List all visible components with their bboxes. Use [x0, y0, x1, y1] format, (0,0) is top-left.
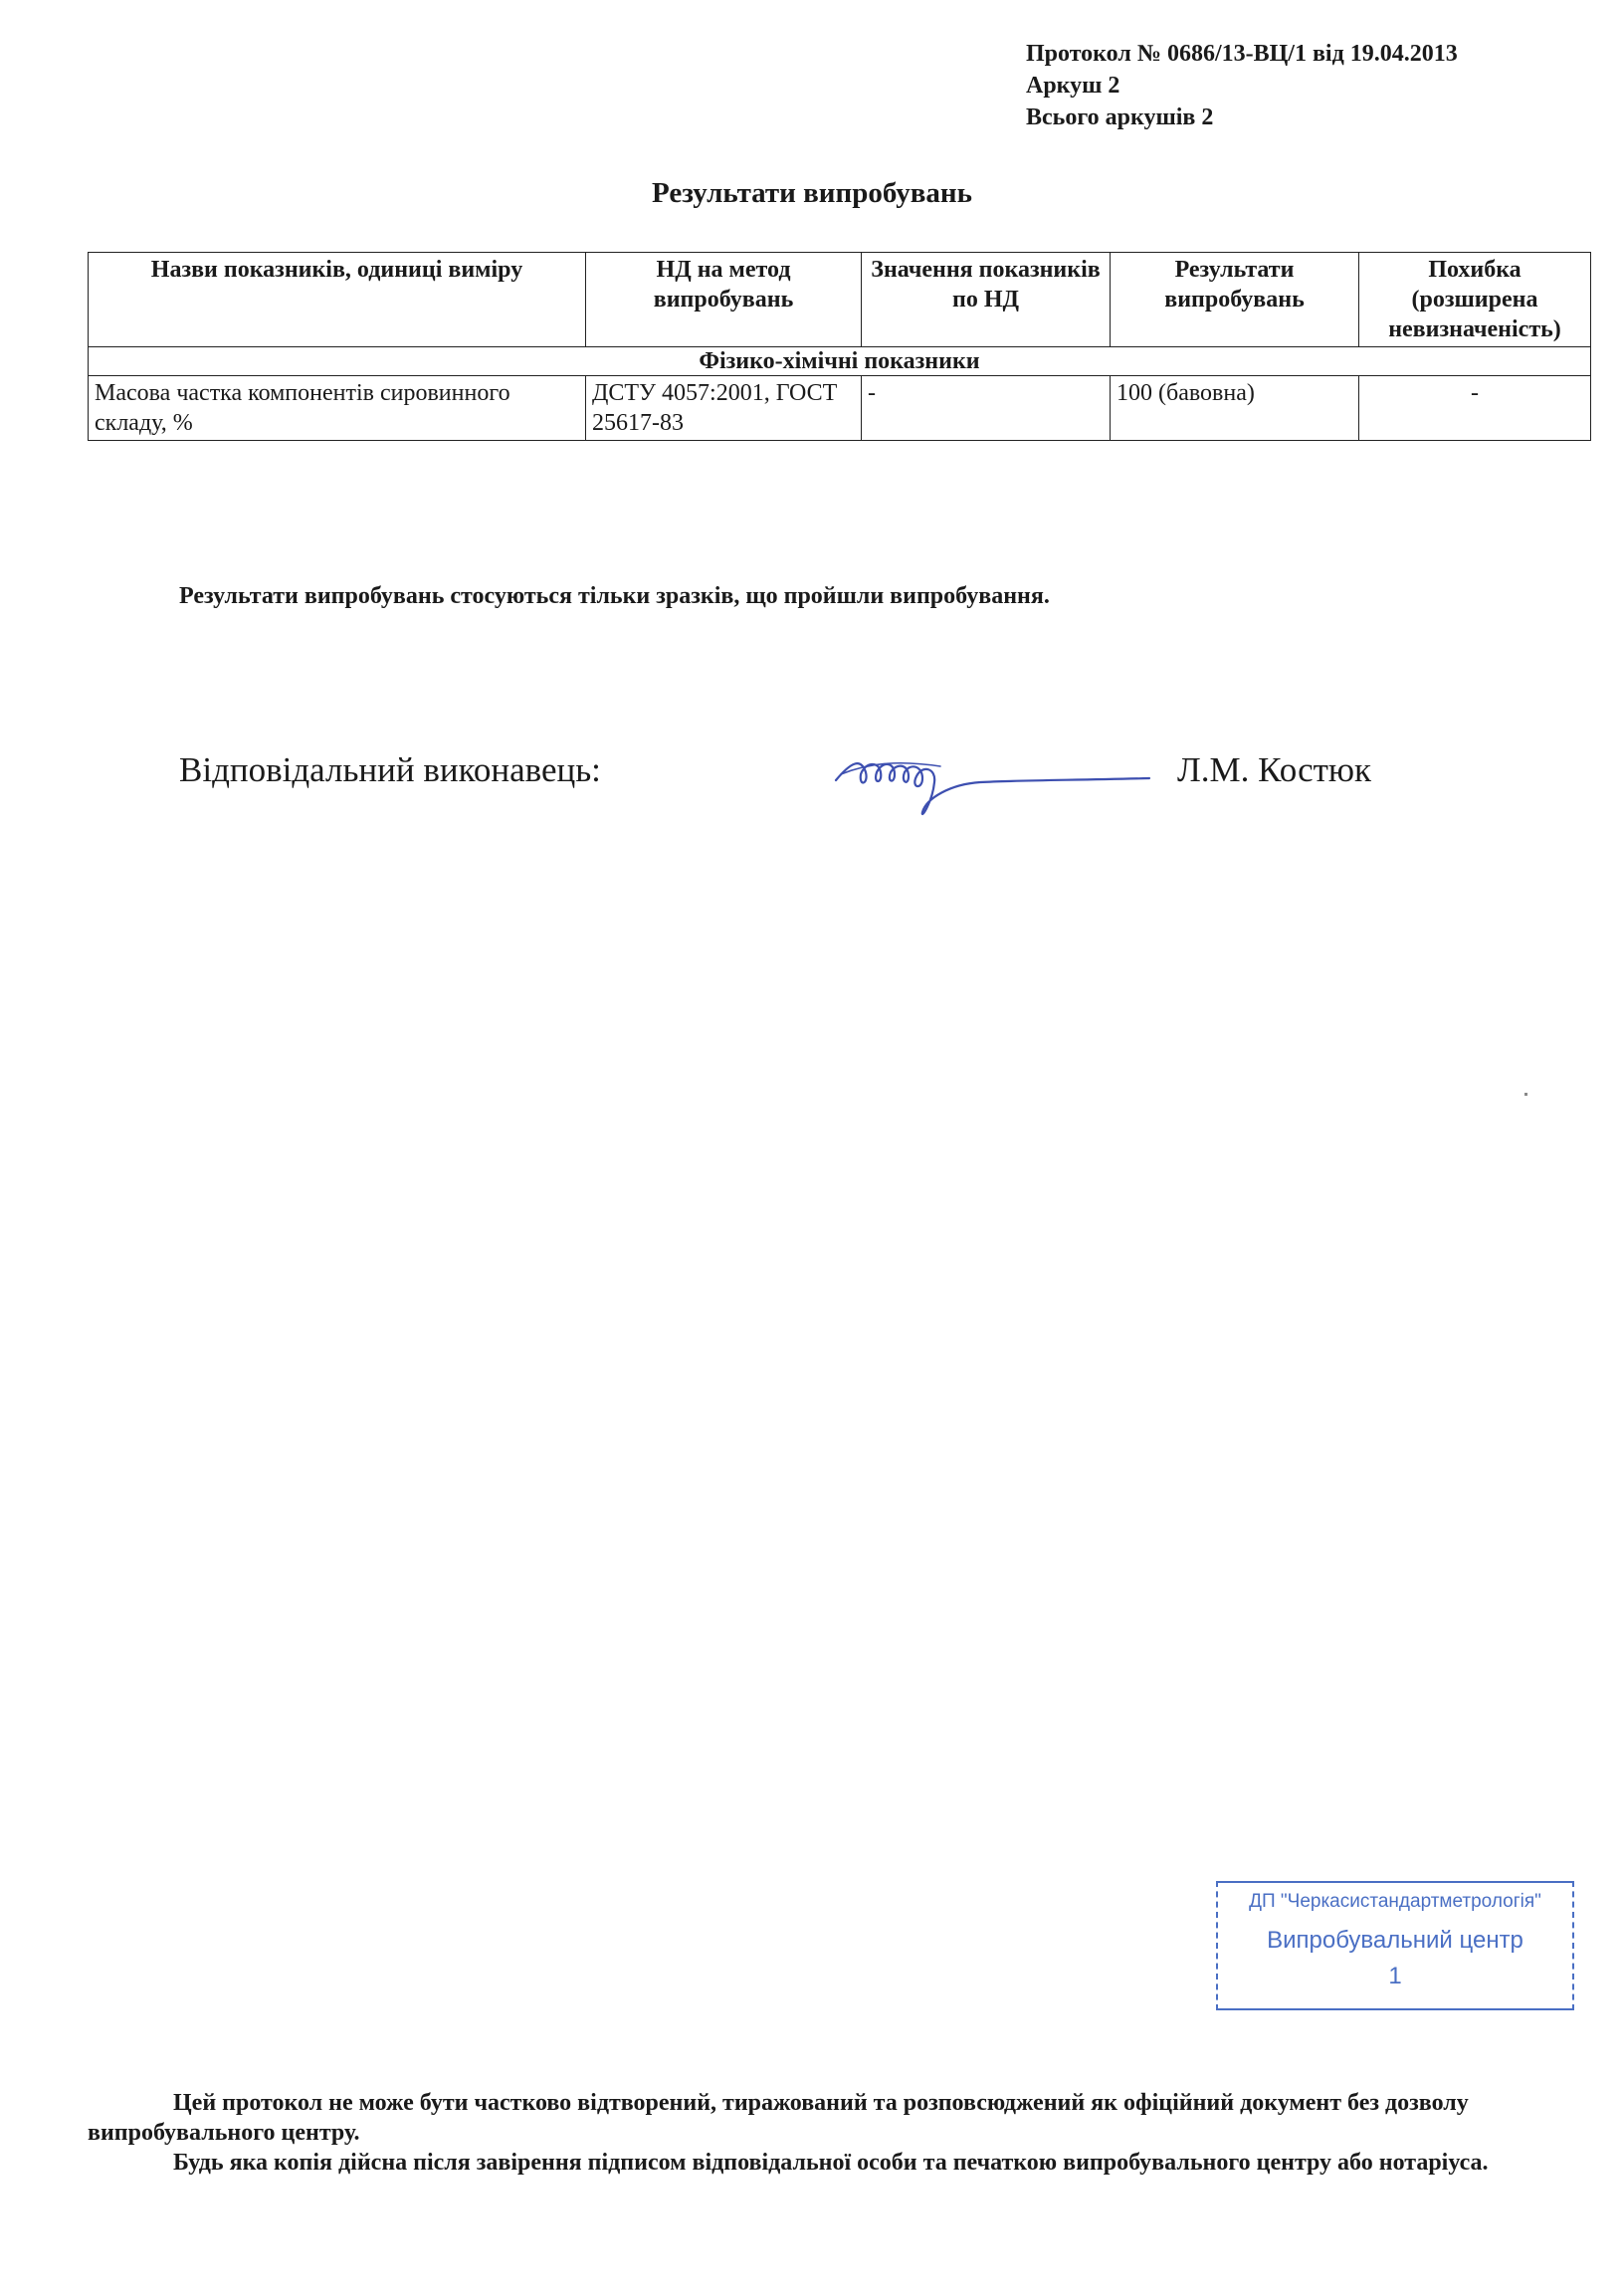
scan-speck	[1524, 1093, 1527, 1096]
footer-paragraph-2: Будь яка копія дійсна після завірення підписом відповідальної особи та печаткою випробувального центру або нотаріуса.	[173, 2150, 1489, 2176]
table-group-row	[89, 347, 1591, 376]
protocol-header	[1026, 38, 1458, 133]
cell-error: -	[1359, 376, 1591, 441]
cell-method: ДСТУ 4057:2001, ГОСТ 25617-83	[586, 376, 862, 441]
footer-disclaimer	[88, 2088, 1530, 2178]
footer-paragraph-1: Цей протокол не може бути частково відтворений, тиражований та розповсюджений як офіційний документ без дозволу випробувального центру.	[88, 2090, 1469, 2146]
cell-nd-value: -	[862, 376, 1111, 441]
column-header-error: Похибка (розширена невизначеність)	[1359, 253, 1591, 347]
cell-result: 100 (бавовна)	[1111, 376, 1359, 441]
cell-indicator: Масова частка компонентів сировинного складу, %	[89, 376, 586, 441]
column-header-nd-value: Значення показників по НД	[862, 253, 1111, 347]
responsible-label: Відповідальний виконавець:	[179, 750, 601, 789]
responsible-name: Л.М. Костюк	[1177, 750, 1372, 789]
column-header-method: НД на метод випробувань	[586, 253, 862, 347]
table-row	[89, 376, 1591, 441]
column-header-indicator: Назви показників, одиниці виміру	[89, 253, 586, 347]
table-header-row	[89, 253, 1591, 347]
total-sheets: Всього аркушів 2	[1026, 104, 1214, 130]
results-note: Результати випробувань стосуються тільки зразків, що пройшли випробування.	[179, 583, 1050, 609]
results-table	[88, 252, 1591, 441]
sheet-number: Аркуш 2	[1026, 73, 1120, 99]
handwritten-signature	[831, 732, 1159, 822]
stamp-number: 1	[1388, 1963, 1402, 1989]
testing-center-stamp	[1216, 1881, 1574, 2010]
protocol-number: Протокол № 0686/13-ВЦ/1 від 19.04.2013	[1026, 41, 1458, 67]
stamp-organization: ДП "Черкасистандартметрологія"	[1249, 1891, 1541, 1912]
column-header-result: Результати випробувань	[1111, 253, 1359, 347]
group-label: Фізико-хімічні показники	[89, 347, 1591, 376]
stamp-center-name: Випробувальний центр	[1267, 1927, 1523, 1954]
page-title: Результати випробувань	[652, 177, 972, 209]
